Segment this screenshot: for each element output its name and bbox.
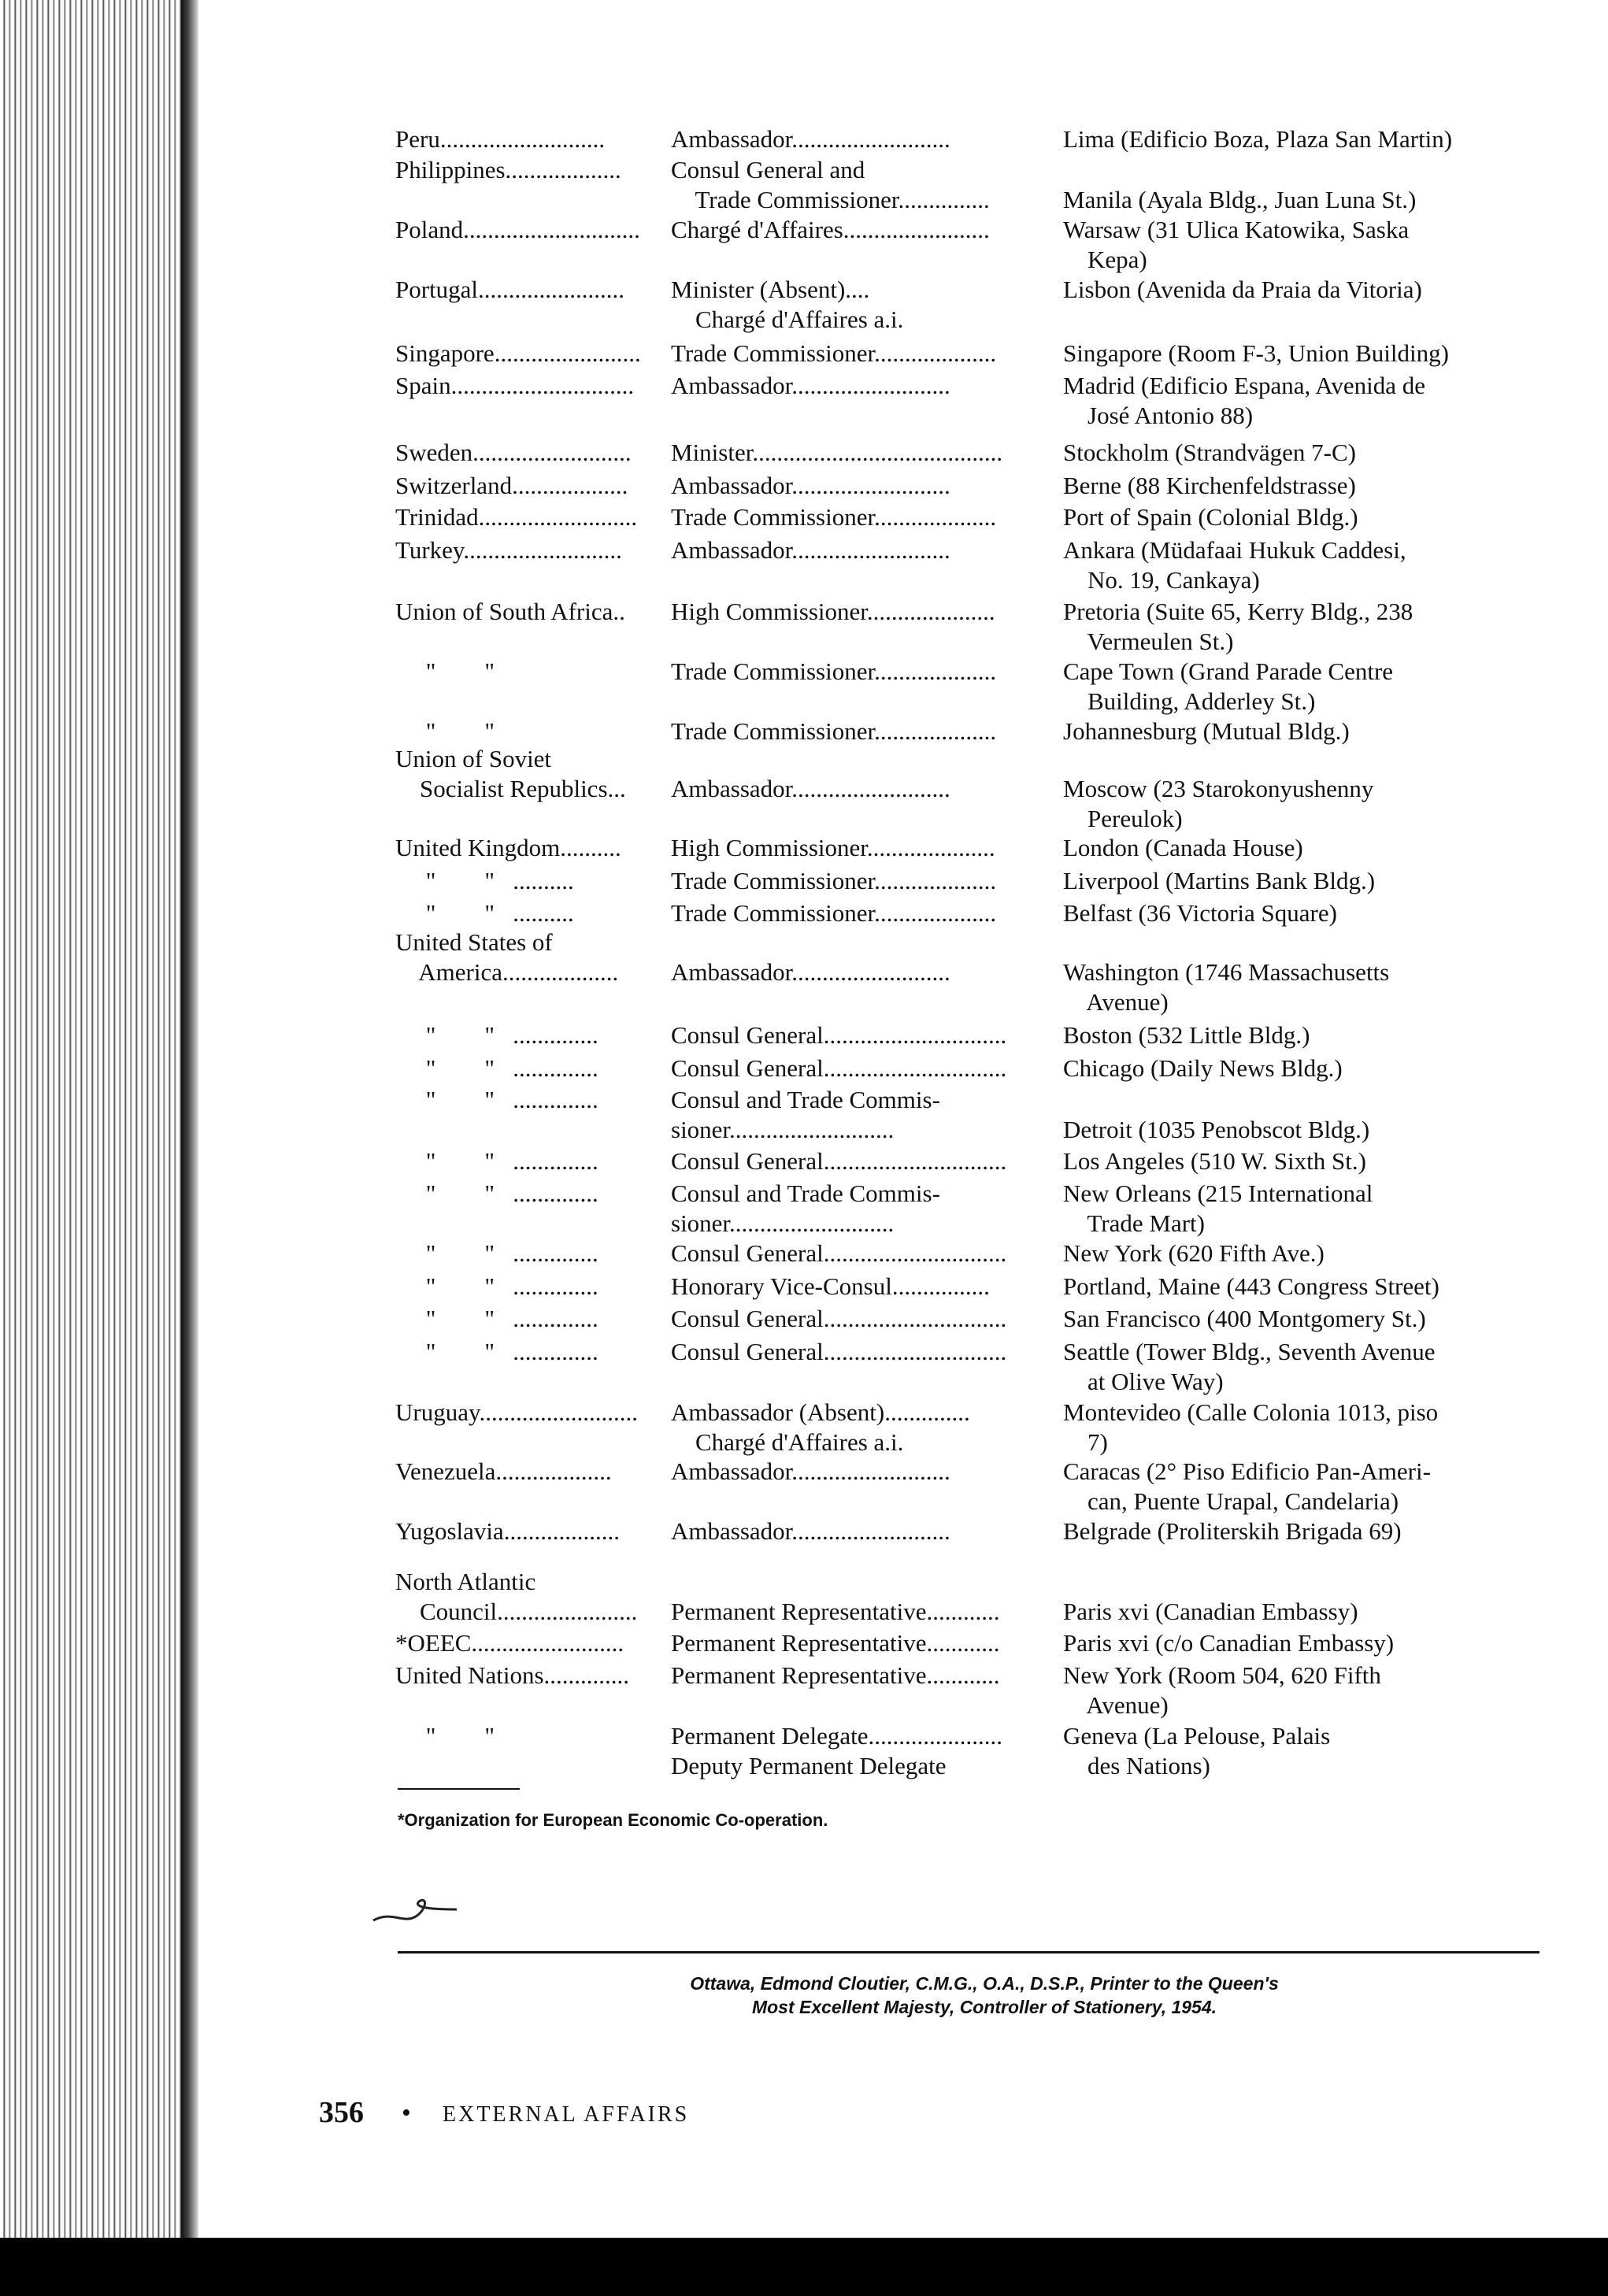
entry-post: Consul General.............................. (671, 1305, 1007, 1332)
entry-city: Seattle (Tower Bldg., Seventh Avenue at Olive Way) (1063, 1338, 1436, 1395)
entry-city: Port of Spain (Colonial Bldg.) (1063, 503, 1358, 531)
entry-post: Ambassador.......................... (671, 775, 950, 802)
entry-country: " " .............. (395, 1272, 598, 1300)
footnote-rule (398, 1788, 520, 1790)
entry-post: High Commissioner..................... (671, 834, 995, 861)
entry-post: Trade Commissioner.................... (671, 503, 997, 531)
entry-country: Poland............................. (395, 216, 640, 243)
entry-city: New York (Room 504, 620 Fifth Avenue) (1063, 1661, 1381, 1719)
entry-country: Singapore........................ (395, 339, 641, 367)
entry-post: Ambassador.......................... (671, 1457, 950, 1485)
entry-city: Warsaw (31 Ulica Katowika, Saska Kepa) (1063, 216, 1410, 273)
entry-city: Ankara (Müdafaai Hukuk Caddesi, No. 19, Cankaya) (1063, 536, 1406, 594)
entry-city: Caracas (2° Piso Edificio Pan-Ameri- can, Puente Urapal, Candelaria) (1063, 1457, 1431, 1515)
entry-city: Singapore (Room F-3, Union Building) (1063, 339, 1449, 367)
running-head: EXTERNAL AFFAIRS (443, 2102, 690, 2127)
entry-city: Moscow (23 Starokonyushenny Pereulok) (1063, 775, 1374, 832)
entry-country: Union of Soviet Socialist Republics... (395, 745, 626, 802)
entry-country: United Nations.............. (395, 1661, 630, 1689)
entry-country: Uruguay.......................... (395, 1398, 638, 1426)
entry-post: Ambassador.......................... (671, 372, 950, 399)
entry-country: *OEEC......................... (395, 1629, 624, 1657)
entry-country: " " .............. (395, 1239, 598, 1267)
entry-country: Philippines................... (395, 156, 621, 183)
entry-country: Portugal........................ (395, 276, 625, 303)
entry-city: Liverpool (Martins Bank Bldg.) (1063, 867, 1376, 894)
entry-city: Geneva (La Pelouse, Palais des Nations) (1063, 1722, 1331, 1779)
entry-country: Peru........................... (395, 125, 606, 153)
entry-country: United States of America................... (395, 928, 619, 986)
bullet-separator: • (402, 2098, 411, 2128)
entry-country: Spain.............................. (395, 372, 635, 399)
entry-city: Montevideo (Calle Colonia 1013, piso 7) (1063, 1398, 1439, 1456)
entry-country: Turkey.......................... (395, 536, 622, 564)
entry-country: " " .............. (395, 1179, 598, 1207)
entry-post: Minister (Absent).... Chargé d'Affaires a.i. (671, 276, 904, 333)
entry-country: Trinidad.......................... (395, 503, 638, 531)
entry-country: " " .............. (395, 1305, 598, 1332)
page-number: 356 (319, 2096, 364, 2129)
entry-city: Detroit (1035 Penobscot Bldg.) (1063, 1116, 1370, 1143)
entry-post: Consul General.............................. (671, 1239, 1007, 1267)
entry-country: " " (395, 657, 495, 685)
entry-post: Chargé d'Affaires........................ (671, 216, 990, 243)
entry-post: Trade Commissioner.................... (671, 717, 997, 745)
entry-city: Stockholm (Strandvägen 7-C) (1063, 439, 1356, 466)
entry-country: Switzerland................... (395, 472, 628, 499)
entry-country: " " .............. (395, 1086, 598, 1113)
entry-post: High Commissioner..................... (671, 598, 995, 625)
printer-imprint: Ottawa, Edmond Cloutier, C.M.G., O.A., D.S.P., Printer to the Queen's Most Excellent Majesty, Controller of Stationery, 1954. (690, 1973, 1279, 2017)
entry-post: Ambassador.......................... (671, 125, 950, 153)
entry-country: " " (395, 717, 495, 745)
entry-city: Paris xvi (c/o Canadian Embassy) (1063, 1629, 1395, 1657)
entry-city: San Francisco (400 Montgomery St.) (1063, 1305, 1426, 1332)
entry-post: Trade Commissioner.................... (671, 339, 997, 367)
gutter-edge (181, 0, 198, 2296)
entry-country: " " .............. (395, 1147, 598, 1175)
entry-post: Consul General and Trade Commissioner............... (671, 156, 990, 213)
entry-city: Portland, Maine (443 Congress Street) (1063, 1272, 1439, 1300)
entry-city: London (Canada House) (1063, 834, 1303, 861)
entry-post: Ambassador.......................... (671, 472, 950, 499)
entry-post: Ambassador.......................... (671, 958, 950, 986)
entry-post: Consul General.............................. (671, 1147, 1007, 1175)
entry-city: New York (620 Fifth Ave.) (1063, 1239, 1325, 1267)
entry-post: Ambassador (Absent).............. Chargé d'Affaires a.i. (671, 1398, 970, 1456)
entry-post: Consul and Trade Commis- sioner........................... (671, 1086, 940, 1143)
entry-post: Permanent Representative............ (671, 1661, 1000, 1689)
entry-country: North Atlantic Council....................... (395, 1568, 638, 1625)
entry-country: Venezuela................... (395, 1457, 612, 1485)
entry-country: Sweden.......................... (395, 439, 632, 466)
entry-post: Consul and Trade Commis- sioner........................... (671, 1179, 940, 1237)
entry-post: Ambassador.......................... (671, 1517, 950, 1545)
entry-post: Trade Commissioner.................... (671, 657, 997, 685)
entry-country: " " .............. (395, 1054, 598, 1082)
entry-city: Johannesburg (Mutual Bldg.) (1063, 717, 1350, 745)
entry-city: Washington (1746 Massachusetts Avenue) (1063, 958, 1390, 1016)
entry-post: Honorary Vice-Consul................ (671, 1272, 990, 1300)
entry-post: Ambassador.......................... (671, 536, 950, 564)
entry-post: Trade Commissioner.................... (671, 867, 997, 894)
entry-post: Permanent Representative............ (671, 1629, 1000, 1657)
entry-country: " " .............. (395, 1021, 598, 1049)
entry-city: Belfast (36 Victoria Square) (1063, 899, 1337, 927)
entry-country: Union of South Africa.. (395, 598, 625, 625)
entry-city: Los Angeles (510 W. Sixth St.) (1063, 1147, 1366, 1175)
entry-country: " " .............. (395, 1338, 598, 1365)
entry-country: " " .......... (395, 899, 574, 927)
entry-post: Consul General.............................. (671, 1021, 1007, 1049)
entry-city: Madrid (Edificio Espana, Avenida de José Antonio 88) (1063, 372, 1425, 429)
footnote: *Organization for European Economic Co-operation. (398, 1810, 828, 1830)
entry-post: Permanent Delegate...................... Deputy Permanent Delegate (671, 1722, 1002, 1779)
entry-country: Yugoslavia................... (395, 1517, 621, 1545)
entry-city: Berne (88 Kirchenfeldstrasse) (1063, 472, 1356, 499)
entry-city: Lima (Edificio Boza, Plaza San Martin) (1063, 125, 1453, 153)
entry-post: Consul General.............................. (671, 1054, 1007, 1082)
entry-city: Belgrade (Proliterskih Brigada 69) (1063, 1517, 1402, 1545)
entry-post: Consul General.............................. (671, 1338, 1007, 1365)
entry-city: Paris xvi (Canadian Embassy) (1063, 1598, 1358, 1625)
book-spine-shadow (0, 0, 197, 2296)
entry-city: Cape Town (Grand Parade Centre Building, Adderley St.) (1063, 657, 1394, 715)
entry-city: Pretoria (Suite 65, Kerry Bldg., 238 Vermeulen St.) (1063, 598, 1413, 655)
entry-city: New Orleans (215 International Trade Mart) (1063, 1179, 1373, 1237)
entry-post: Permanent Representative............ (671, 1598, 1000, 1625)
entry-city: Lisbon (Avenida da Praia da Vitoria) (1063, 276, 1422, 303)
entry-country: " " (395, 1722, 495, 1750)
entry-city: Chicago (Daily News Bldg.) (1063, 1054, 1343, 1082)
entry-country: " " .......... (395, 867, 574, 894)
entry-city: Boston (532 Little Bldg.) (1063, 1021, 1310, 1049)
entry-post: Trade Commissioner.................... (671, 899, 997, 927)
entry-post: Minister......................................... (671, 439, 1003, 466)
pen-squiggle-mark (370, 1886, 512, 1933)
entry-city: Manila (Ayala Bldg., Juan Luna St.) (1063, 186, 1417, 213)
entry-country: United Kingdom.......... (395, 834, 621, 861)
scan-bottom-edge (0, 2238, 1608, 2296)
imprint-rule (398, 1951, 1539, 1953)
